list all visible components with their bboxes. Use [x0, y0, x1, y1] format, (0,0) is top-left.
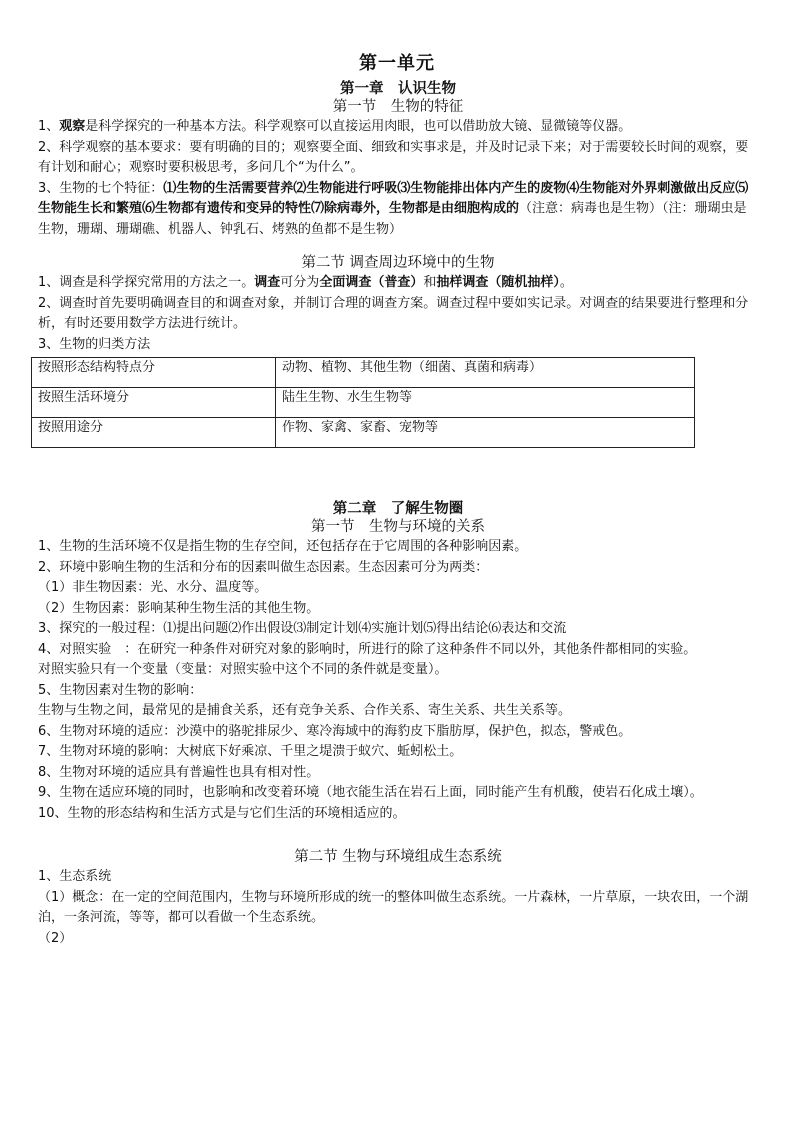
ch2-s2-para: （1）概念：在一定的空间范围内，生物与环境所形成的统一的整体叫做生态系统。一片森林，一片草原，一块农田，一个湖泊，一条河流，等等，都可以看做一个生态系统。: [38, 889, 749, 925]
ch2-s1-para: 5、生物因素对生物的影响：: [38, 682, 203, 698]
ch2-s1-para: 2、环境中影响生物的生活和分布的因素叫做生态因素。生态因素可分为两类：: [38, 559, 489, 575]
ch2-s1-para: 8、生物对环境的适应具有普遍性也具有相对性。: [38, 764, 320, 780]
ch2-s1-para: 1、生物的生活环境不仅是指生物的生存空间，还包括存在于它周围的各种影响因素。: [38, 539, 528, 554]
ch1-s2-para-3: 3、生物的归类方法: [38, 336, 151, 352]
ch1-s2-para-1: 1、调查是科学探究常用的方法之一。调查可分为全面调查（普查）和抽样调查（随机抽样）。: [38, 275, 573, 290]
unit-title: 第一单元: [359, 53, 435, 74]
ch2-s1-para: 3、探究的一般过程：⑴提出问题⑵作出假设⑶制定计划⑷实施计划⑸得出结论⑹表达和交流: [38, 621, 567, 636]
table-cell-label: 按照生活环境分: [32, 388, 276, 418]
ch2-s1-para: 9、生物在适应环境的同时，也影响和改变着环境（地衣能生活在岩石上面，同时能产生有机酸，使岩石化成土壤）。: [38, 785, 703, 800]
chapter-2-title: 第二章 了解生物圈: [332, 500, 464, 517]
ch1-s1-para-1: 1、观察是科学探究的一种基本方法。科学观察可以直接运用肉眼，也可以借助放大镜、显微镜等仪器。: [38, 119, 632, 134]
table-row: [32, 418, 695, 448]
ch1-s2-para-2: 2、调查时首先要明确调查目的和调查对象，并制订合理的调查方案。调查过程中要如实记录。对调查的结果要进行整理和分析，有时还要用数学方法进行统计。: [38, 295, 749, 331]
table-cell-value: 陆生生物、水生生物等: [276, 388, 695, 418]
ch2-s1-para: （1）非生物因素：光、水分、温度等。: [38, 580, 268, 595]
ch2-s1-para: 7、生物对环境的影响：大树底下好乘凉、千里之堤溃于蚁穴、蚯蚓松土。: [38, 744, 463, 759]
ch2-s2-para: （2）: [38, 930, 73, 946]
ch2-s1-para: 4、对照实验 ：在研究一种条件对研究对象的影响时，所进行的除了这种条件不同以外，其他条件都相同的实验。: [38, 641, 697, 657]
ch1-s1-para-2: 2、科学观察的基本要求：要有明确的目的；观察要全面、细致和实事求是，并及时记录下来；对于需要较长时间的观察，要有计划和耐心；观察时要积极思考，多问几个“为什么”。: [38, 139, 749, 175]
table-cell-value: 作物、家禽、家畜、宠物等: [276, 418, 695, 448]
document-body: [38, 80, 758, 949]
ch2-s2-para: 1、生态系统: [38, 869, 112, 884]
table-cell-value: 动物、植物、其他生物（细菌、真菌和病毒）: [276, 358, 695, 388]
ch1-s1-para-3: 3、生物的七个特征：⑴生物的生活需要营养⑵生物能进行呼吸⑶生物能排出体内产生的废物⑷生物能对外界刺激做出反应⑸生物能生长和繁殖⑹生物都有遗传和变异的特性⑺除病毒外，生物都是由细胞构成的（注意：病毒也是生物）（注：珊瑚虫是生物，珊瑚、珊瑚礁、机器人、钟乳石、烤熟的鱼都不是生物）: [38, 180, 749, 237]
table-cell-label: 按照形态结构特点分: [32, 358, 276, 388]
ch2-s1-para: 6、生物对环境的适应：沙漠中的骆驼排尿少、寒冷海域中的海豹皮下脂肪厚，保护色，拟态，警戒色。: [38, 723, 632, 739]
ch1-section-1-title: 第一节 生物的特征: [332, 99, 464, 115]
table-row: [32, 358, 695, 388]
table-row: [32, 388, 695, 418]
ch2-s1-para: 生物与生物之间，最常见的是捕食关系，还有竞争关系、合作关系、寄生关系、共生关系等。: [38, 703, 572, 718]
chapter-1-title: 第一章 认识生物: [340, 80, 456, 97]
ch2-s1-para: （2）生物因素：影响某种生物生活的其他生物。: [38, 600, 320, 616]
ch1-section-2-title: 第二节 调查周边环境中的生物: [301, 255, 495, 271]
ch2-s1-para: 对照实验只有一个变量（变量：对照实验中这个不同的条件就是变量）。: [38, 662, 448, 677]
ch2-section-2-title: 第二节 生物与环境组成生态系统: [294, 849, 502, 865]
ch2-section-1-title: 第一节 生物与环境的关系: [311, 519, 485, 535]
table-cell-label: 按照用途分: [32, 418, 276, 448]
ch2-s1-para: 10、生物的形态结构和生活方式是与它们生活的环境相适应的。: [38, 805, 406, 821]
classification-table: [31, 357, 695, 448]
